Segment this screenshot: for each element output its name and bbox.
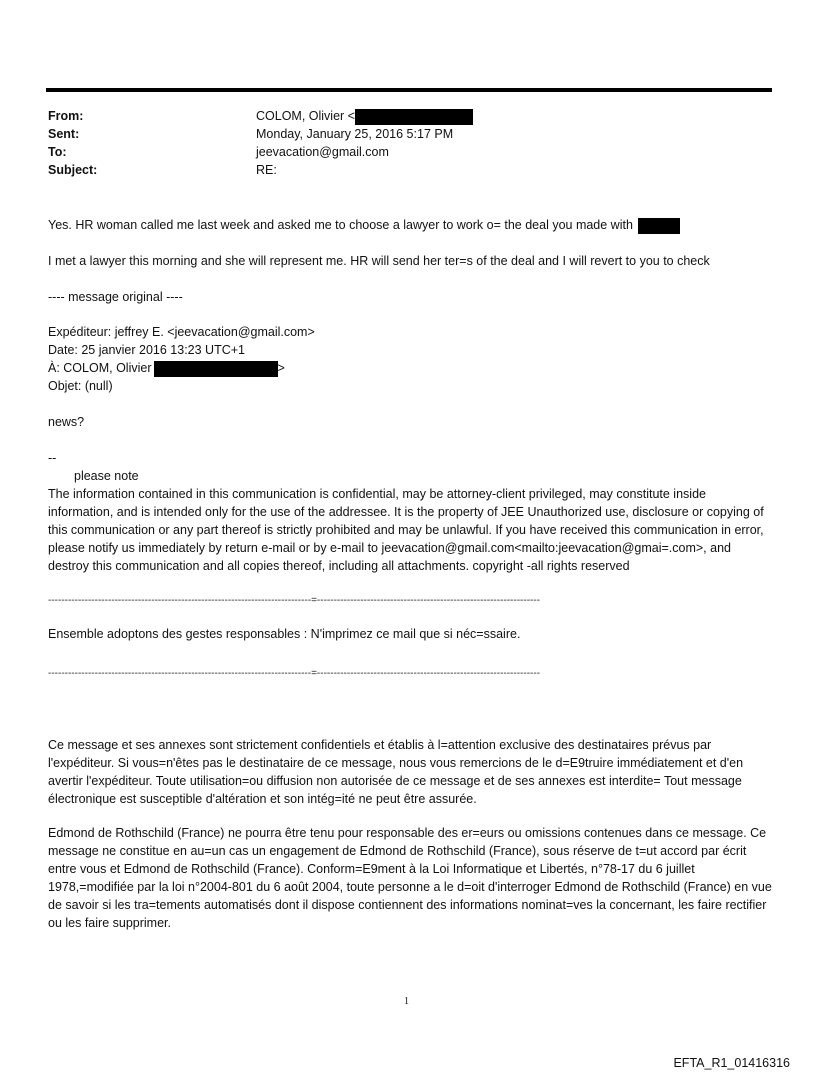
from-name: COLOM, Olivier < (256, 109, 355, 123)
sent-label: Sent: (48, 127, 80, 141)
body-line-1 (48, 216, 770, 234)
redaction-box (355, 109, 473, 125)
subject-label: Subject: (48, 163, 98, 177)
redaction-box (154, 361, 278, 377)
page-number: 1 (404, 996, 409, 1007)
news-text: news? (48, 415, 85, 429)
subject-value: RE: (256, 163, 277, 177)
to-label: To: (48, 145, 67, 159)
body-line-1-text: Yes. HR woman called me last week and asked me to choose a lawyer to work o= the deal you made with (48, 218, 633, 232)
orig-subject: Objet: (null) (48, 379, 113, 393)
separator-line: -------------------------------------------------------------------------------=------------------------------------------------------------------- (48, 595, 541, 606)
orig-date: Date: 25 janvier 2016 13:23 UTC+1 (48, 343, 245, 357)
orig-to (48, 359, 770, 377)
french-disclaimer-1: Ce message et ses annexes sont strictement confidentiels et établis à l=attention exclusive des destinataires prévus par l'expéditeur. Si vous=n'êtes pas le destinataire de ce message, nous vous remercions de le d=E9truire immédiatement et d'en avertir l'expéditeur. Toute utilisation=ou diffusion non autorisée de ce message et de ses annexes est interdite= Tout message électronique est susceptible d'altération et son intég=ité ne peut être assurée. (48, 738, 744, 806)
disclaimer-paragraph: The information contained in this communication is confidential, may be attorney-client privileged, may constitute inside information, and is intended only for the use of the addressee. It is the property of JEE Unauthorized use, disclosure or copying of this communication or any part thereof is strictly prohibited and may be unlawful. If you have received this communication in error, please notify us immediately by return e-mail or by e-mail to jeevacation@gmail.com<mailto:jeevacation@gmai=.com>, and destroy this communication and all copies thereof, including all attachments. copyright -all rights reserved (48, 487, 764, 573)
please-note: please note (74, 469, 139, 483)
body-line-2: I met a lawyer this morning and she will represent me. HR will send her ter=s of the deal and I will revert to you to check (48, 254, 710, 268)
redaction-box (638, 218, 680, 234)
orig-to-end: > (277, 361, 285, 375)
from-label: From: (48, 109, 84, 123)
orig-to-text: À: COLOM, Olivier (48, 361, 152, 375)
french-disclaimer-2: Edmond de Rothschild (France) ne pourra être tenu pour responsable des er=eurs ou omissions contenues dans ce message. Ce message ne constitue en au=un cas un engagement de Edmond de Rothschild (France), sous réserve de t=ut accord par écrit entre vous et Edmond de Rothschild (France). Conform=E9ment à la Loi Informatique et Libertés, n°78-17 du 6 juillet 1978,=modifiée par la loi n°2004-801 du 6 août 2004, toute personne a le d=oit d'interroger Edmond de Rothschild (France) en vue de savoir si les tra=tements automatisés dont il dispose contiennent des informations nominat=ves la concernant, les faire rectifier ou les faire supprimer. (48, 826, 772, 930)
to-value: jeevacation@gmail.com (256, 145, 389, 159)
separator-line: -------------------------------------------------------------------------------=------------------------------------------------------------------- (48, 668, 541, 679)
sent-value: Monday, January 25, 2016 5:17 PM (256, 127, 454, 141)
original-message-marker: ---- message original ---- (48, 290, 183, 304)
signature-dashes: -- (48, 451, 57, 465)
from-value (256, 107, 473, 125)
orig-from: Expéditeur: jeffrey E. <jeevacation@gmail.com> (48, 325, 315, 339)
header-rule (46, 88, 772, 92)
bates-number: EFTA_R1_01416316 (673, 1056, 790, 1070)
ensemble-text: Ensemble adoptons des gestes responsables : N'imprimez ce mail que si néc=ssaire. (48, 627, 521, 641)
